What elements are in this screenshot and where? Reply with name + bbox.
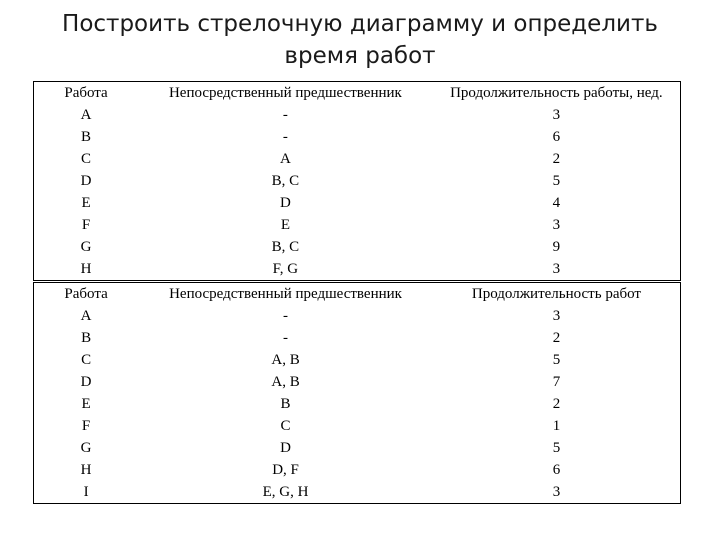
- cell-work: D: [80, 374, 92, 390]
- cell-predecessor: B: [280, 396, 291, 412]
- cell-duration: 2: [552, 330, 561, 346]
- cell-predecessor: -: [282, 129, 288, 145]
- cell-duration: 4: [552, 195, 561, 211]
- work-table-1: [33, 81, 681, 281]
- cell-duration: 2: [552, 396, 561, 412]
- table-row: [34, 371, 681, 393]
- cell-work: C: [81, 151, 92, 167]
- table-row: [34, 437, 681, 459]
- cell-work: F: [81, 418, 91, 434]
- table-row: [34, 459, 681, 481]
- cell-duration: 3: [552, 484, 561, 500]
- table-row: [34, 214, 681, 236]
- cell-predecessor: -: [282, 107, 288, 123]
- cell-work: B: [81, 330, 92, 346]
- page-title: [0, 8, 720, 72]
- cell-work: A: [80, 107, 92, 123]
- cell-duration: 6: [552, 462, 561, 478]
- cell-duration: 9: [552, 239, 561, 255]
- table-row: [34, 305, 681, 327]
- cell-predecessor: D: [280, 440, 291, 456]
- table-row: [34, 126, 681, 148]
- cell-work: A: [80, 308, 92, 324]
- cell-predecessor: E, G, H: [262, 484, 309, 500]
- table-row: [34, 393, 681, 415]
- cell-duration: 3: [552, 261, 561, 277]
- cell-predecessor: C: [280, 418, 291, 434]
- cell-work: D: [80, 173, 92, 189]
- cell-duration: 6: [552, 129, 561, 145]
- cell-duration: 3: [552, 308, 561, 324]
- cell-duration: 1: [552, 418, 561, 434]
- cell-predecessor: F, G: [272, 261, 299, 277]
- table-row: [34, 148, 681, 170]
- cell-work: E: [81, 195, 91, 211]
- cell-predecessor: D, F: [272, 462, 299, 478]
- cell-predecessor: D: [279, 195, 291, 211]
- cell-predecessor: -: [283, 330, 289, 346]
- table-row: [34, 481, 681, 504]
- table-header-row: [34, 82, 681, 105]
- cell-duration: 5: [552, 352, 561, 368]
- cell-predecessor: -: [283, 308, 289, 324]
- cell-predecessor: A: [279, 151, 291, 167]
- cell-work: I: [83, 484, 89, 500]
- table-row: [34, 349, 681, 371]
- title-line-2: время работ: [284, 43, 436, 69]
- cell-predecessor: B, C: [271, 239, 300, 255]
- cell-predecessor: A, B: [271, 374, 300, 390]
- cell-work: H: [80, 462, 92, 478]
- table-row: [34, 170, 681, 192]
- cell-work: G: [80, 440, 92, 456]
- cell-predecessor: E: [280, 217, 290, 233]
- header-duration: Продолжительность работ: [471, 286, 641, 302]
- cell-duration: 3: [552, 107, 561, 123]
- cell-work: H: [80, 261, 92, 277]
- work-table-2: [33, 282, 681, 504]
- cell-duration: 5: [552, 173, 561, 189]
- cell-predecessor: B, C: [271, 173, 300, 189]
- table-row: [34, 192, 681, 214]
- table-header-row: [34, 283, 681, 306]
- cell-duration: 7: [552, 374, 561, 390]
- cell-duration: 3: [552, 217, 561, 233]
- header-work: Работа: [64, 85, 108, 101]
- table-row: [34, 104, 681, 126]
- table-row: [34, 415, 681, 437]
- cell-duration: 5: [552, 440, 561, 456]
- table-row: [34, 258, 681, 281]
- title-line-1: Построить стрелочную диаграмму и определить: [62, 11, 658, 37]
- table-row: [34, 236, 681, 258]
- header-predecessor: Непосредственный предшественник: [168, 85, 402, 101]
- cell-predecessor: A, B: [271, 352, 300, 368]
- cell-work: F: [81, 217, 91, 233]
- cell-work: B: [81, 129, 92, 145]
- cell-work: C: [81, 352, 92, 368]
- cell-duration: 2: [552, 151, 561, 167]
- header-work: Работа: [64, 286, 108, 302]
- cell-work: E: [81, 396, 91, 412]
- table-row: [34, 327, 681, 349]
- header-predecessor: Непосредственный предшественник: [169, 286, 402, 302]
- header-duration: Продолжительность работы, нед.: [450, 85, 663, 101]
- cell-work: G: [80, 239, 92, 255]
